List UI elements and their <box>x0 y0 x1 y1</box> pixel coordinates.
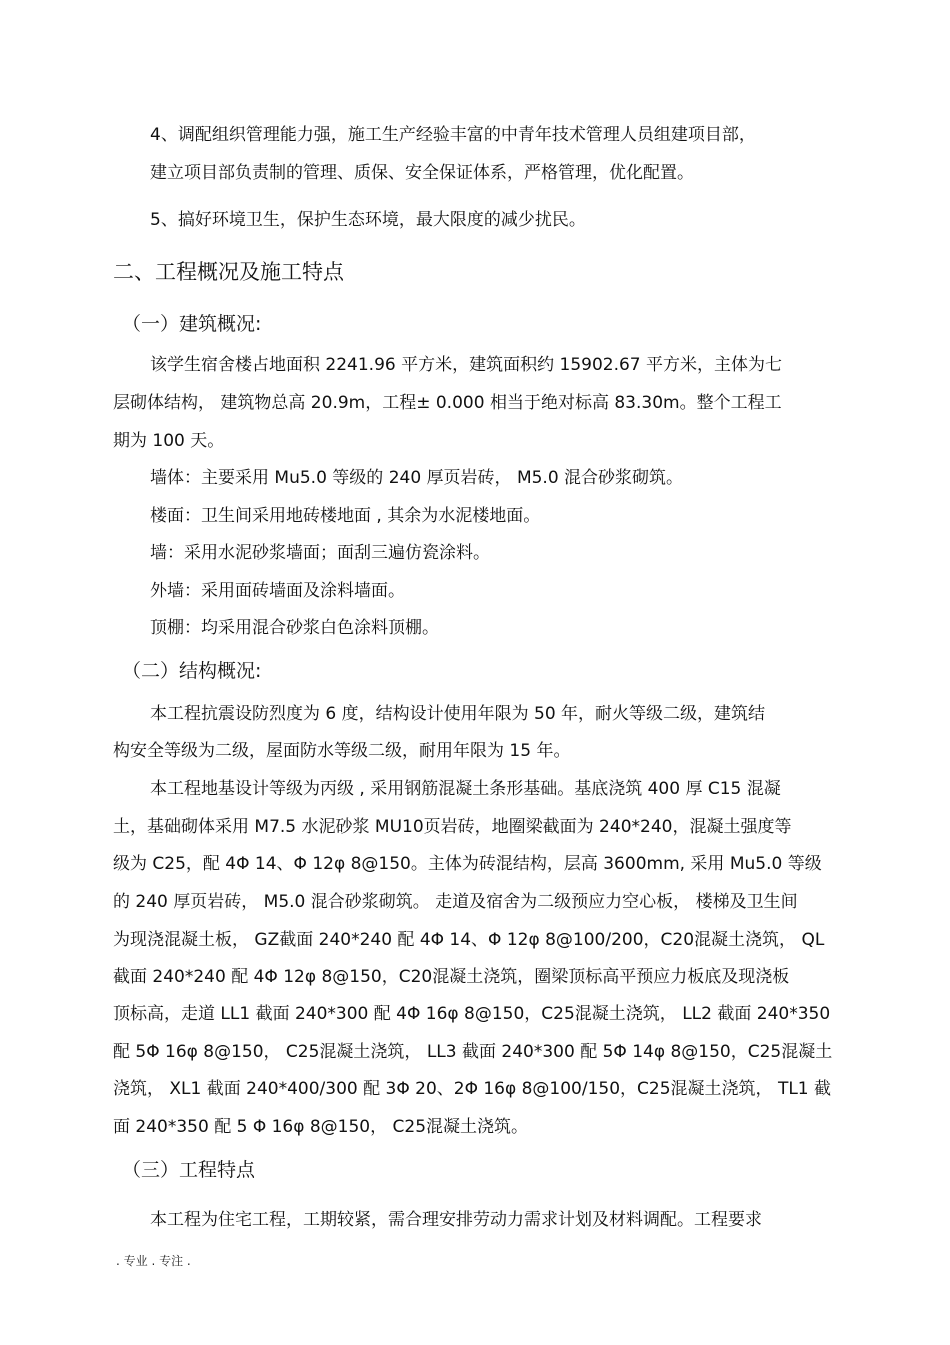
structure-paragraph-2-line: 土，基础砌体采用 M7.5 水泥砂浆 MU10页岩砖，地圈梁截面为 240*240，混凝土强度等 <box>113 817 792 837</box>
structure-paragraph-2-line: 面 240*350 配 5 Φ 16φ 8@150， C25混凝土浇筑。 <box>113 1117 529 1137</box>
structure-paragraph-2-line: 级为 C25，配 4Φ 14、Φ 12φ 8@150。主体为砖混结构，层高 3600mm, 采用 Mu5.0 等级 <box>113 854 822 874</box>
structure-paragraph-2-line: 浇筑， XL1 截面 240*400/300 配 3Φ 20、2Φ 16φ 8@100/150，C25混凝土浇筑， TL1 截 <box>113 1079 832 1099</box>
building-item-outer-walls: 外墙：采用面砖墙面及涂料墙面。 <box>150 581 405 601</box>
subsection-1-title: （一）建筑概况: <box>122 313 262 335</box>
building-item-walls: 墙体：主要采用 Mu5.0 等级的 240 厚页岩砖， M5.0 混合砂浆砌筑。 <box>150 468 684 488</box>
building-paragraph-line: 该学生宿舍楼占地面积 2241.96 平方米，建筑面积约 15902.67 平方米，主体为七 <box>150 355 783 375</box>
item-4-line-2: 建立项目部负责制的管理、质保、安全保证体系，严格管理，优化配置。 <box>150 163 694 183</box>
building-paragraph-line: 层砌体结构， 建筑物总高 20.9m，工程± 0.000 相当于绝对标高 83.30m。整个工程工 <box>113 393 782 413</box>
building-item-floors: 楼面：卫生间采用地砖楼地面 , 其余为水泥楼地面。 <box>150 506 541 526</box>
building-item-inner-walls: 墙：采用水泥砂浆墙面；面刮三遍仿瓷涂料。 <box>150 543 490 563</box>
structure-paragraph-2-line: 顶标高，走道 LL1 截面 240*300 配 4Φ 16φ 8@150，C25混凝土浇筑， LL2 截面 240*350 <box>113 1004 831 1024</box>
subsection-2-title: （二）结构概况: <box>122 660 262 682</box>
section-2-title: 二、工程概况及施工特点 <box>113 260 344 284</box>
structure-paragraph-1-line: 本工程抗震设防烈度为 6 度，结构设计使用年限为 50 年，耐火等级二级，建筑结 <box>150 704 766 724</box>
subsection-3-title: （三）工程特点 <box>122 1159 256 1181</box>
page-footer: . 专业 . 专注 . <box>116 1254 191 1268</box>
building-item-ceiling: 顶棚：均采用混合砂浆白色涂料顶棚。 <box>150 618 439 638</box>
structure-paragraph-1-line: 构安全等级为二级，屋面防水等级二级，耐用年限为 15 年。 <box>113 741 571 761</box>
structure-paragraph-2-line: 本工程地基设计等级为丙级 , 采用钢筋混凝土条形基础。基底浇筑 400 厚 C15 混凝 <box>150 779 781 799</box>
structure-paragraph-2-line: 为现浇混凝土板， GZ截面 240*240 配 4Φ 14、Φ 12φ 8@100/200，C20混凝土浇筑， QL <box>113 930 825 950</box>
structure-paragraph-2-line: 的 240 厚页岩砖， M5.0 混合砂浆砌筑。 走道及宿舍为二级预应力空心板， 楼梯及卫生间 <box>113 892 798 912</box>
item-5: 5、搞好环境卫生，保护生态环境，最大限度的减少扰民。 <box>150 210 586 230</box>
structure-paragraph-2-line: 配 5Φ 16φ 8@150， C25混凝土浇筑， LL3 截面 240*300 配 5Φ 14φ 8@150，C25混凝土 <box>113 1042 833 1062</box>
building-paragraph-line: 期为 100 天。 <box>113 431 225 451</box>
item-4-line-1: 4、调配组织管理能力强，施工生产经验丰富的中青年技术管理人员组建项目部， <box>150 125 756 145</box>
features-paragraph-line: 本工程为住宅工程，工期较紧，需合理安排劳动力需求计划及材料调配。工程要求 <box>150 1210 762 1230</box>
structure-paragraph-2-line: 截面 240*240 配 4Φ 12φ 8@150，C20混凝土浇筑，圈梁顶标高平预应力板底及现浇板 <box>113 967 790 987</box>
